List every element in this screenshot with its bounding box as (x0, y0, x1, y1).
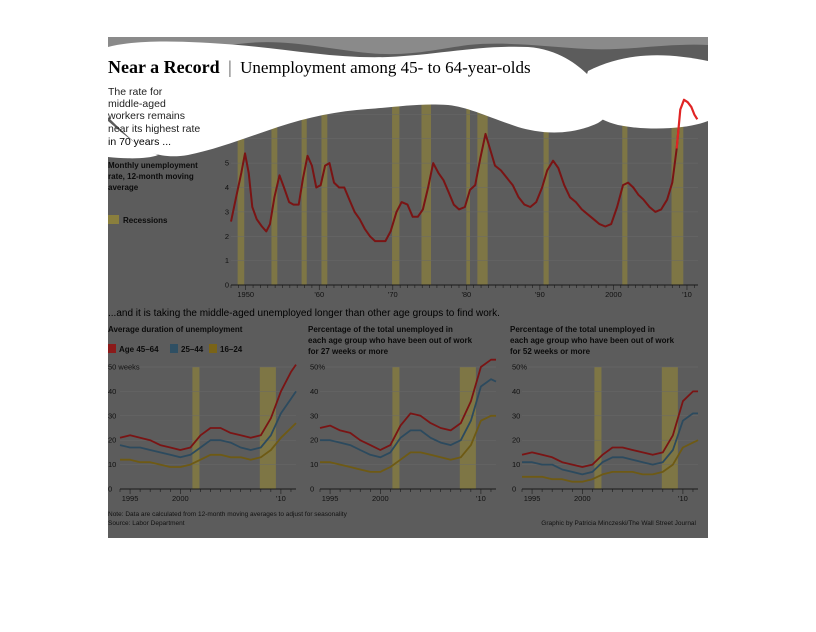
legend-label-16-24: 16–24 (220, 345, 243, 354)
small3-y-tick-label: 20 (512, 435, 521, 445)
small1-x-tick-label: '10 (276, 494, 286, 503)
small3-y-tick-label: 0 (512, 484, 517, 494)
title (108, 57, 531, 77)
small1-y-tick-label: 0 (108, 484, 113, 494)
small1-y-tick-label: 30 (108, 411, 117, 421)
footer-note: Note: Data are calculated from 12-month moving averages to adjust for seasonality (108, 511, 347, 518)
small1-y-tick-label: 10 (108, 460, 117, 470)
title-separator: | (228, 57, 232, 77)
legend-swatch-45-64 (108, 344, 116, 353)
small3-y-tick-label: 50% (512, 362, 528, 372)
small1-x-tick-label: 1995 (121, 494, 139, 503)
small1-recession-band (192, 367, 199, 489)
small3-y-tick-label: 10 (512, 460, 521, 470)
small2-x-tick-label: '10 (476, 494, 486, 503)
main-x-tick-label: '80 (461, 290, 472, 299)
small2-y-tick-label: 20 (310, 435, 319, 445)
main-chart-label-2: rate, 12-month moving (108, 172, 194, 181)
chart-panel (108, 37, 708, 538)
main-y-tick-label: 3 (224, 207, 229, 217)
small2-x-tick-label: 2000 (371, 494, 389, 503)
legend-label-45-64: Age 45–64 (119, 345, 159, 354)
duration-chart (108, 363, 296, 504)
main-x-tick-label: 2000 (605, 290, 622, 299)
chart3-title-2: each age group who have been out of work (510, 336, 675, 345)
main-x-tick-label: '90 (534, 290, 545, 299)
legend-swatch-25-44 (170, 344, 178, 353)
small3-x-tick-label: '10 (678, 494, 688, 503)
small3-x-tick-label: 2000 (573, 494, 591, 503)
legend-swatch-16-24 (209, 344, 217, 353)
main-x-tick-label: '70 (387, 290, 398, 299)
recession-swatch (108, 215, 119, 224)
chart2-title-1: Percentage of the total unemployed in (308, 325, 453, 334)
small2-y-tick-label: 0 (310, 484, 315, 494)
intro-line-2: middle-aged (108, 98, 166, 110)
small3-x-tick-label: 1995 (523, 494, 541, 503)
footer-source: Source: Labor Department (108, 520, 185, 527)
subheading: ...and it is taking the middle-aged unemployed longer than other age groups to find work. (108, 308, 500, 319)
52-weeks-chart (512, 363, 698, 504)
cloud-right (584, 55, 708, 128)
small1-y-tick-label: 40 (108, 386, 117, 396)
chart3-title-3: for 52 weeks or more (510, 347, 591, 356)
main-y-tick-label: 5 (224, 158, 229, 168)
chart1-title: Average duration of unemployment (108, 325, 243, 334)
small1-y-tick-label: 20 (108, 435, 117, 445)
main-y-tick-label: 2 (224, 231, 229, 241)
main-y-tick-label: 1 (224, 256, 229, 266)
small1-y-tick-label: 50 weeks (108, 362, 140, 372)
footer-credit: Graphic by Patricia Minczeski/The Wall Street Journal (541, 520, 696, 527)
chart-canvas (108, 37, 708, 538)
chart2-title-2: each age group who have been out of work (308, 336, 473, 345)
main-y-tick-label: 4 (224, 183, 229, 192)
small3-recession-band (594, 367, 601, 489)
small1-x-tick-label: 2000 (171, 494, 189, 503)
intro-line-1: The rate for (108, 86, 163, 98)
intro-line-5: in 70 years ... (108, 136, 172, 148)
title-bold: Near a Record (108, 57, 220, 77)
small3-y-tick-label: 40 (512, 386, 521, 396)
small2-y-tick-label: 10 (310, 460, 319, 470)
chart3-title-1: Percentage of the total unemployed in (510, 325, 655, 334)
main-x-tick-label: '10 (682, 290, 692, 299)
main-y-tick-label: 0 (224, 280, 229, 290)
recession-legend-label: Recessions (123, 216, 168, 225)
small2-y-tick-label: 40 (310, 386, 319, 396)
small2-y-tick-label: 30 (310, 411, 319, 421)
small2-x-tick-label: 1995 (321, 494, 339, 503)
small3-y-tick-label: 30 (512, 411, 521, 421)
chart2-title-3: for 27 weeks or more (308, 347, 389, 356)
main-x-tick-label: 1950 (237, 290, 255, 299)
legend-label-25-44: 25–44 (181, 345, 204, 354)
intro-line-3: workers remains (108, 110, 186, 122)
main-chart-label-3: average (108, 183, 139, 192)
series-legend (108, 344, 243, 354)
small2-y-tick-label: 50% (310, 362, 326, 372)
intro-line-4: near its highest rate (108, 123, 201, 135)
white-cloud-overlay (108, 37, 708, 158)
main-chart-label-1: Monthly unemployment (108, 161, 198, 170)
main-x-tick-label: '60 (314, 290, 325, 299)
27-weeks-chart (310, 360, 496, 503)
title-rest: Unemployment among 45- to 64-year-olds (240, 58, 531, 77)
